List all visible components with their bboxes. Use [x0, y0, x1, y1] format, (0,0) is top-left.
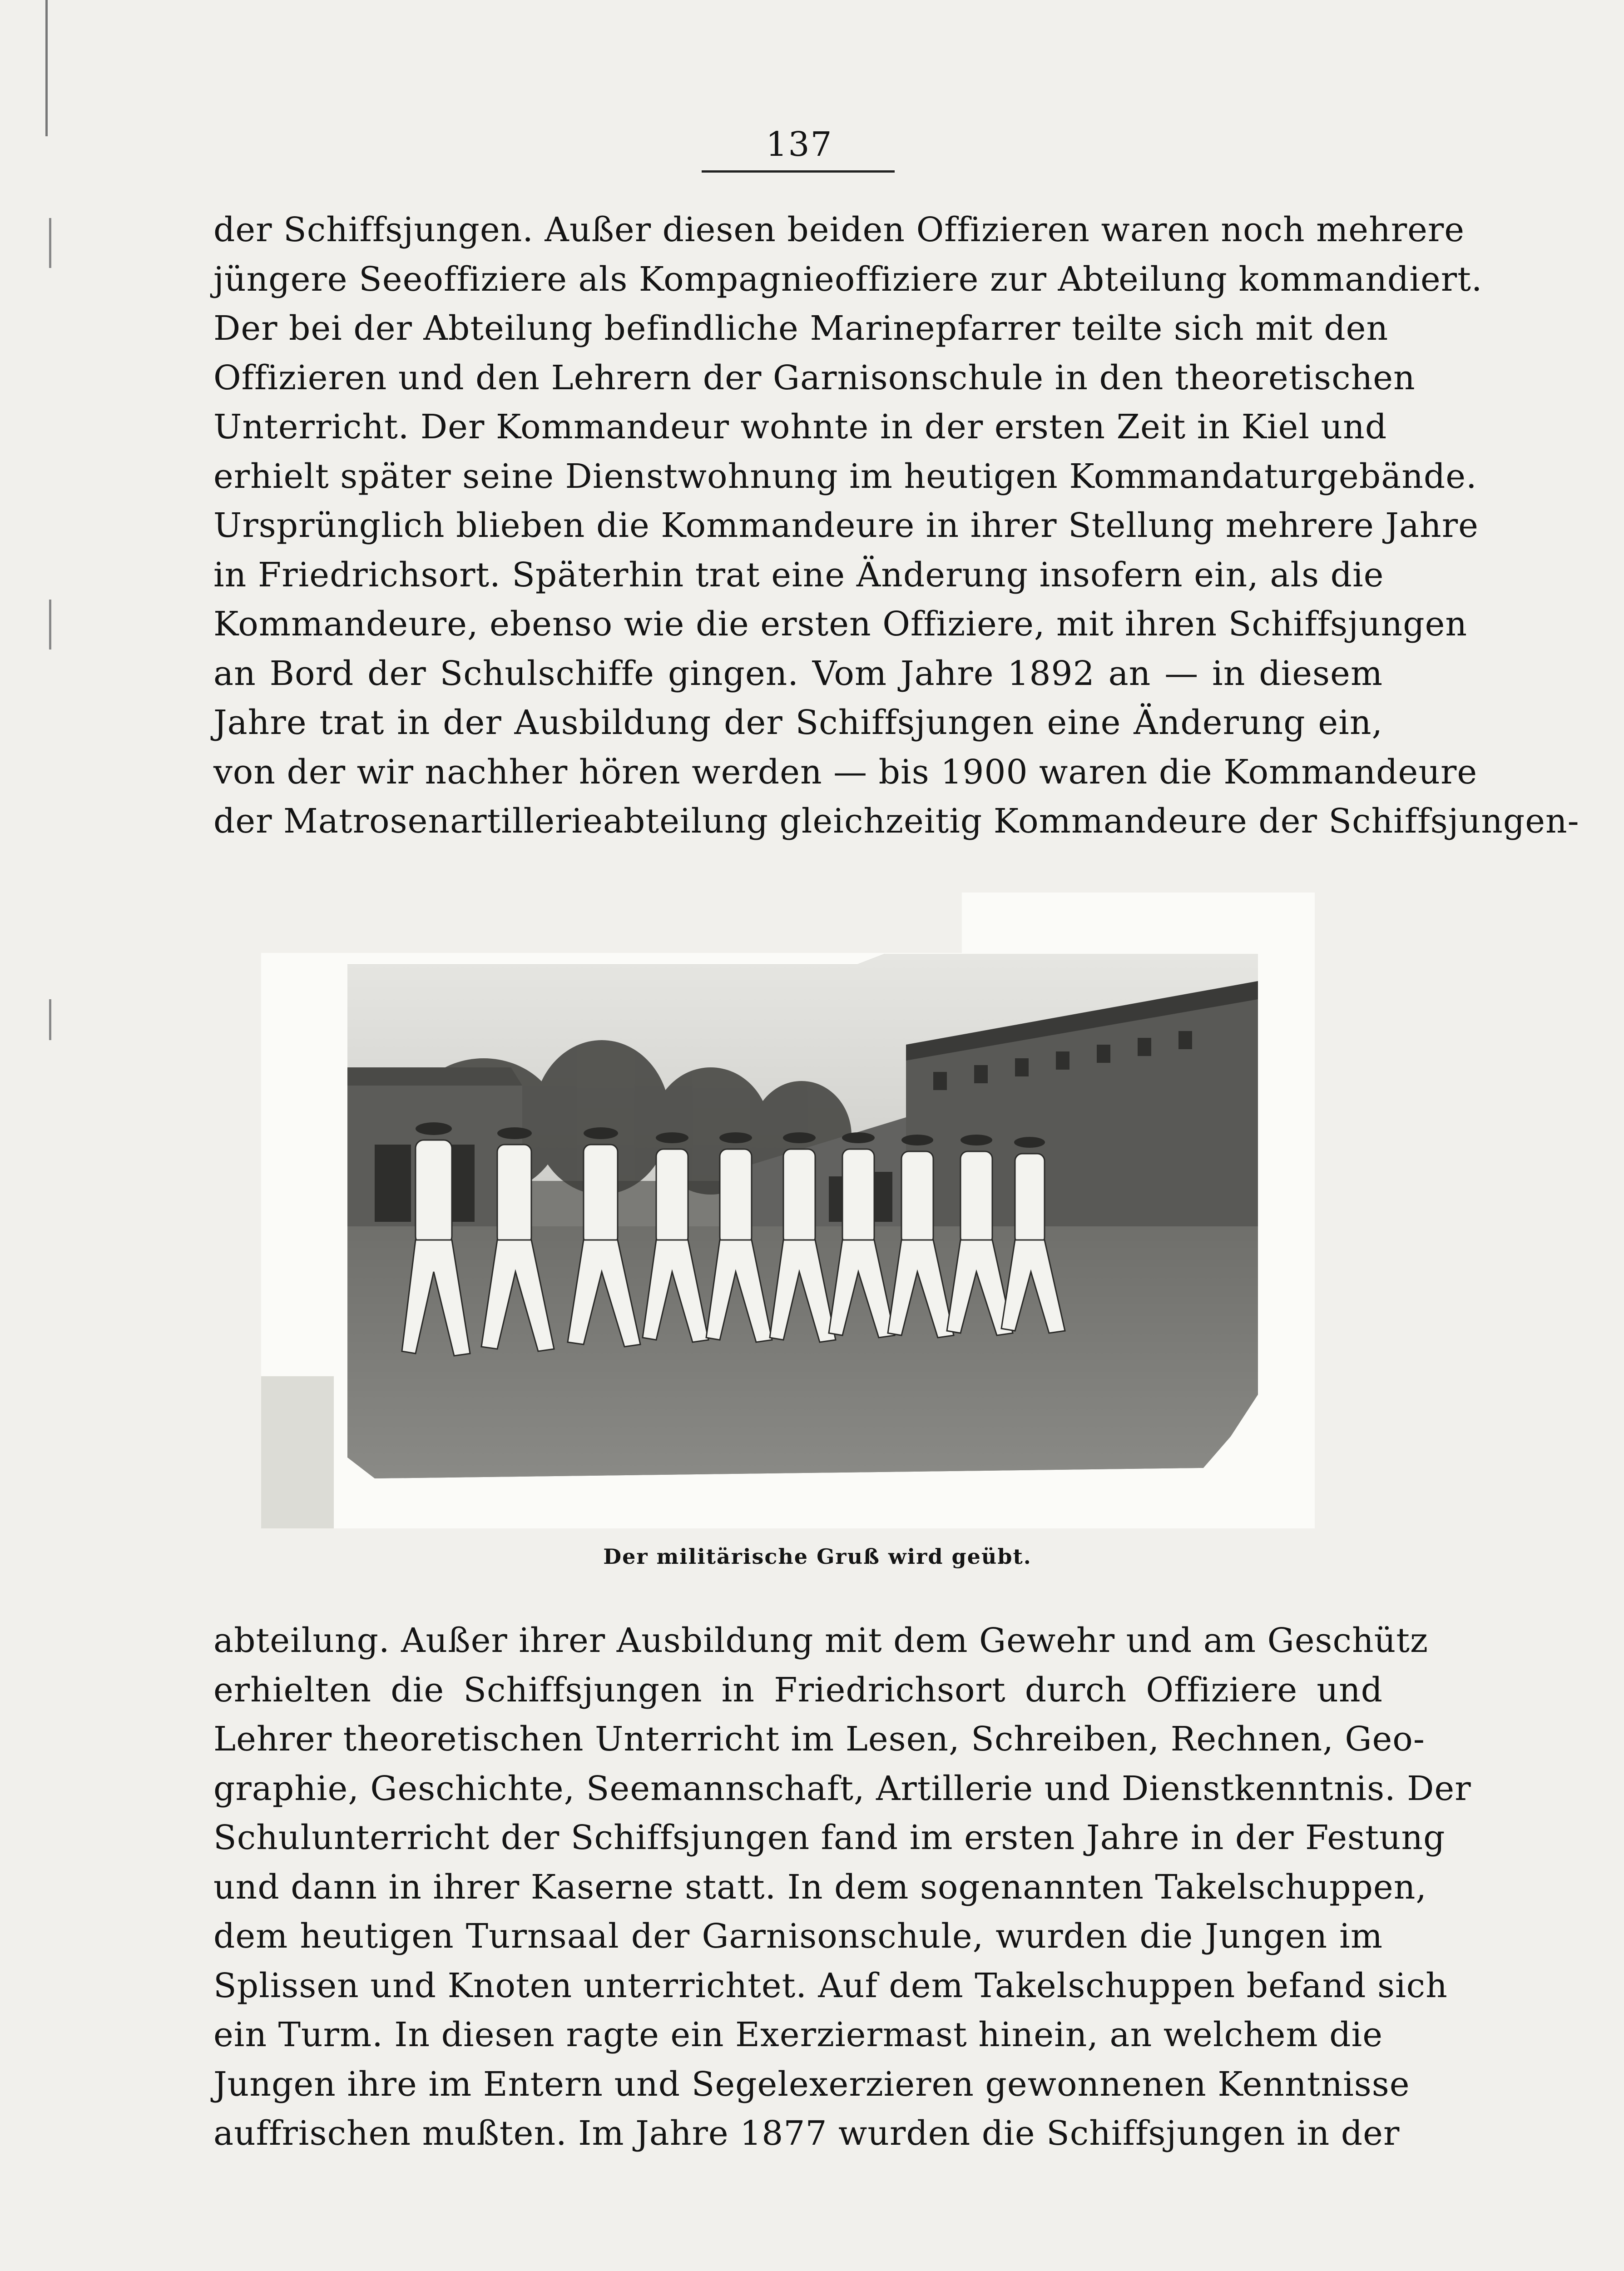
text-line: erhielten die Schiffsjungen in Friedrichsort durch Offiziere und — [213, 1670, 1383, 1710]
scan-margin-mark — [49, 999, 51, 1040]
text-line: auffrischen mußten. Im Jahre 1877 wurden die Schiffsjungen in der — [213, 2114, 1400, 2153]
text-line: in Friedrichsort. Späterhin trat eine Änderung insofern ein, als die — [213, 555, 1384, 595]
text-line: der Schiffsjungen. Außer diesen beiden Offizieren waren noch mehrere — [213, 210, 1465, 249]
paragraph-top — [213, 205, 1579, 846]
scan-edge-mark — [45, 0, 48, 136]
text-line: Unterricht. Der Kommandeur wohnte in der ersten Zeit in Kiel und — [213, 407, 1387, 446]
text-line: jüngere Seeoffiziere als Kompagnieoffiziere zur Abteilung kommandiert. — [213, 259, 1483, 299]
text-line: Schulunterricht der Schiffsjungen fand im ersten Jahre in der Festung — [213, 1818, 1446, 1857]
figure-caption: Der militärische Gruß wird geübt. — [603, 1544, 1032, 1569]
text-line: ein Turm. In diesen ragte ein Exerziermast hinein, an welchem die — [213, 2015, 1383, 2054]
text-line: der Matrosenartillerieabteilung gleichzeitig Kommandeure der Schiffsjungen- — [213, 802, 1579, 841]
text-line: Kommandeure, ebenso wie die ersten Offiziere, mit ihren Schiffsjungen — [213, 605, 1468, 644]
page-number-rule — [702, 170, 895, 173]
text-line: erhielt später seine Dienstwohnung im heutigen Kommandaturgebände. — [213, 456, 1477, 496]
text-line: Offizieren und den Lehrern der Garnisonschule in den theoretischen — [213, 358, 1416, 397]
text-line: an Bord der Schulschiffe gingen. Vom Jahre 1892 an — in diesem — [213, 654, 1383, 693]
text-line: abteilung. Außer ihrer Ausbildung mit dem Gewehr und am Geschütz — [213, 1621, 1428, 1660]
text-line: von der wir nachher hören werden — bis 1900 waren die Kommandeure — [213, 752, 1478, 792]
page-number: 137 — [766, 125, 833, 164]
scan-margin-mark — [49, 600, 51, 650]
text-line: dem heutigen Turnsaal der Garnisonschule, wurden die Jungen im — [213, 1917, 1383, 1956]
text-line: Der bei der Abteilung befindliche Marinepfarrer teilte sich mit den — [213, 309, 1389, 348]
text-line: graphie, Geschichte, Seemannschaft, Artillerie und Dienstkenntnis. Der — [213, 1769, 1471, 1808]
photo-sailors-saluting — [347, 954, 1258, 1478]
text-line: Jahre trat in der Ausbildung der Schiffsjungen eine Änderung ein, — [213, 703, 1383, 742]
text-line: Lehrer theoretischen Unterricht im Lesen, Schreiben, Rechnen, Geo- — [213, 1720, 1425, 1759]
text-line: Jungen ihre im Entern und Segelexerzieren gewonnenen Kenntnisse — [213, 2064, 1410, 2104]
text-line: Ursprünglich blieben die Kommandeure in ihrer Stellung mehrere Jahre — [213, 506, 1479, 545]
text-line: Splissen und Knoten unterrichtet. Auf dem Takelschuppen befand sich — [213, 1966, 1448, 2005]
scan-margin-mark — [49, 218, 51, 268]
photo-torn-edge — [261, 1376, 334, 1528]
text-line: und dann in ihrer Kaserne statt. In dem sogenannten Takelschuppen, — [213, 1867, 1427, 1907]
photo-illustration — [347, 954, 1258, 1478]
paragraph-bottom — [213, 1616, 1471, 2158]
